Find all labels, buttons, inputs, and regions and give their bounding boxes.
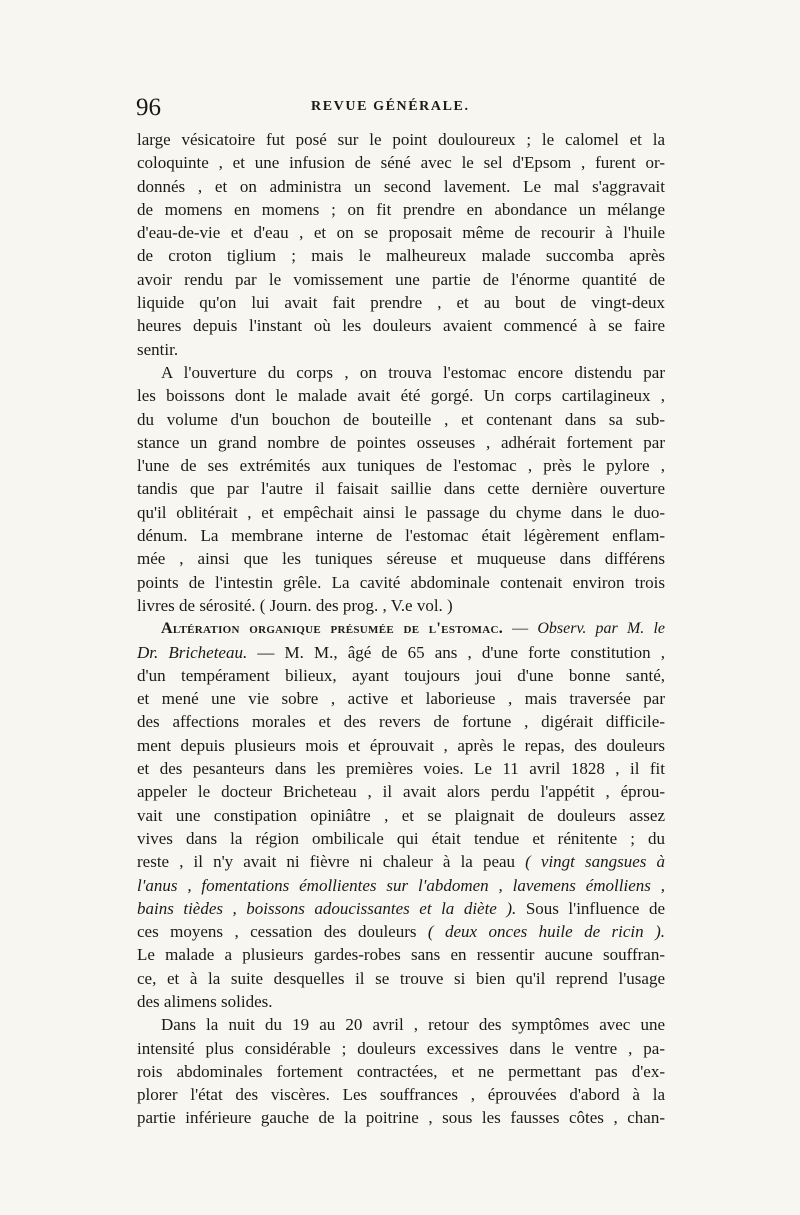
page-header (136, 93, 664, 123)
text-line: livres de sérosité. ( Journ. des prog. , V.e vol. ) (137, 595, 453, 615)
text-line: tandis que par l'autre il faisait saillie dans cette dernière ouverture (137, 479, 665, 499)
text-run: reste , il n'y avait ni fièvre ni chaleur à la peau (137, 852, 516, 872)
text-line: Dans la nuit du 19 au 20 avril , retour des symptômes avec une (161, 1015, 665, 1035)
treatment-italic: l'anus , fomentations émollientes sur l'abdomen , lavemens émolliens , (137, 875, 665, 895)
text-line: stance un grand nombre de pointes osseuses , adhérait fortement par (137, 432, 665, 452)
text-line: et mené une vie sobre , active et laborieuse , mais traversée par (137, 689, 665, 709)
text-line: plorer l'état des viscères. Les souffrances , éprouvées d'abord à la (137, 1085, 665, 1105)
treatment-italic: ( deux onces huile de ricin ). (427, 922, 665, 942)
text-line (137, 850, 665, 873)
text-line: vait une constipation opiniâtre , et se plaignait de douleurs assez (137, 805, 665, 825)
text-line: d'un tempérament bilieux, ayant toujours joui d'une bonne santé, (137, 665, 665, 685)
section-title: Altération organique présumée de l'estomac. (161, 620, 503, 638)
text-line: sentir. (137, 339, 179, 359)
text-line: liquide qu'on lui avait fait prendre , et au bout de vingt-deux (137, 293, 665, 313)
text-run: — M. M., âgé de 65 ans , d'une forte constitution , (247, 642, 665, 662)
body-text (137, 128, 665, 1130)
treatment-italic: ( vingt sangsues à (525, 852, 665, 872)
section-dash: — (503, 620, 538, 638)
text-run: ces moyens , cessation des douleurs (137, 922, 428, 942)
text-line: du volume d'un bouchon de bouteille , et contenant dans sa sub- (137, 409, 665, 429)
text-line: intensité plus considérable ; douleurs excessives dans le ventre , pa- (137, 1038, 665, 1058)
text-run: Sous l'influence de (516, 898, 665, 918)
text-line: de momens en momens ; on fit prendre en abondance un mélange (137, 199, 665, 219)
page-number: 96 (136, 94, 161, 121)
text-line: vives dans la région ombilicale qui était tendue et rénitente ; du (137, 828, 665, 848)
text-line: heures depuis l'instant où les douleurs avaient commencé à se faire (137, 316, 665, 336)
text-line: large vésicatoire fut posé sur le point douloureux ; le calomel et la (137, 130, 665, 149)
text-line: les boissons dont le malade avait été gorgé. Un corps cartilagineux , (137, 386, 665, 406)
text-line: partie inférieure gauche de la poitrine , sous les fausses côtes , chan- (137, 1108, 665, 1128)
text-line: ce, et à la suite desquelles il se trouve si bien qu'il reprend l'usage (137, 968, 665, 988)
observer-credit-cont: Dr. Bricheteau. (137, 642, 248, 662)
text-line: coloquinte , et une infusion de séné avec le sel d'Epsom , furent or- (137, 153, 665, 173)
text-line: mée , ainsi que les tuniques séreuse et muqueuse dans différens (137, 549, 665, 569)
text-line (137, 874, 665, 897)
text-line: Le malade a plusieurs gardes-robes sans en ressentir aucune souffran- (137, 945, 665, 965)
treatment-italic: bains tièdes , boissons adoucissantes et la diète ). (137, 898, 517, 918)
section-heading-line (137, 617, 665, 640)
text-line: points de l'intestin grêle. La cavité abdominale contenait environ trois (137, 572, 665, 592)
text-line: des alimens solides. (137, 991, 273, 1011)
text-line (137, 920, 665, 943)
text-line: A l'ouverture du corps , on trouva l'estomac encore distendu par (161, 362, 665, 382)
text-line: ment depuis plusieurs mois et éprouvait , après le repas, des douleurs (137, 735, 665, 755)
text-line: de croton tiglium ; mais le malheureux malade succomba après (137, 246, 665, 266)
text-line: donnés , et on administra un second lavement. Le mal s'aggravait (137, 176, 665, 196)
text-line: des affections morales et des revers de fortune , digérait difficile- (137, 712, 665, 732)
text-line: d'eau-de-vie et d'eau , et on se proposait même de recourir à l'huile (137, 223, 665, 243)
text-line: qu'il oblitérait , et empêchait ainsi le passage du chyme dans le duo- (137, 502, 665, 522)
text-line: et des pesanteurs dans les premières voies. Le 11 avril 1828 , il fit (137, 759, 665, 779)
text-line: l'une de ses extrémités aux tuniques de l'estomac , près le pylore , (137, 456, 665, 476)
text-line: rois abdominales fortement contractées, et ne permettant pas d'ex- (137, 1061, 665, 1081)
text-line: appeler le docteur Bricheteau , il avait alors perdu l'appétit , éprou- (137, 782, 665, 802)
text-line (137, 641, 665, 664)
text-line: dénum. La membrane interne de l'estomac était légèrement enflam- (137, 526, 665, 546)
running-title: REVUE GÉNÉRALE. (311, 99, 470, 114)
text-line (137, 897, 665, 920)
observer-credit: Observ. par M. le (537, 620, 666, 638)
text-line: avoir rendu par le vomissement une partie de l'énorme quantité de (137, 269, 665, 289)
